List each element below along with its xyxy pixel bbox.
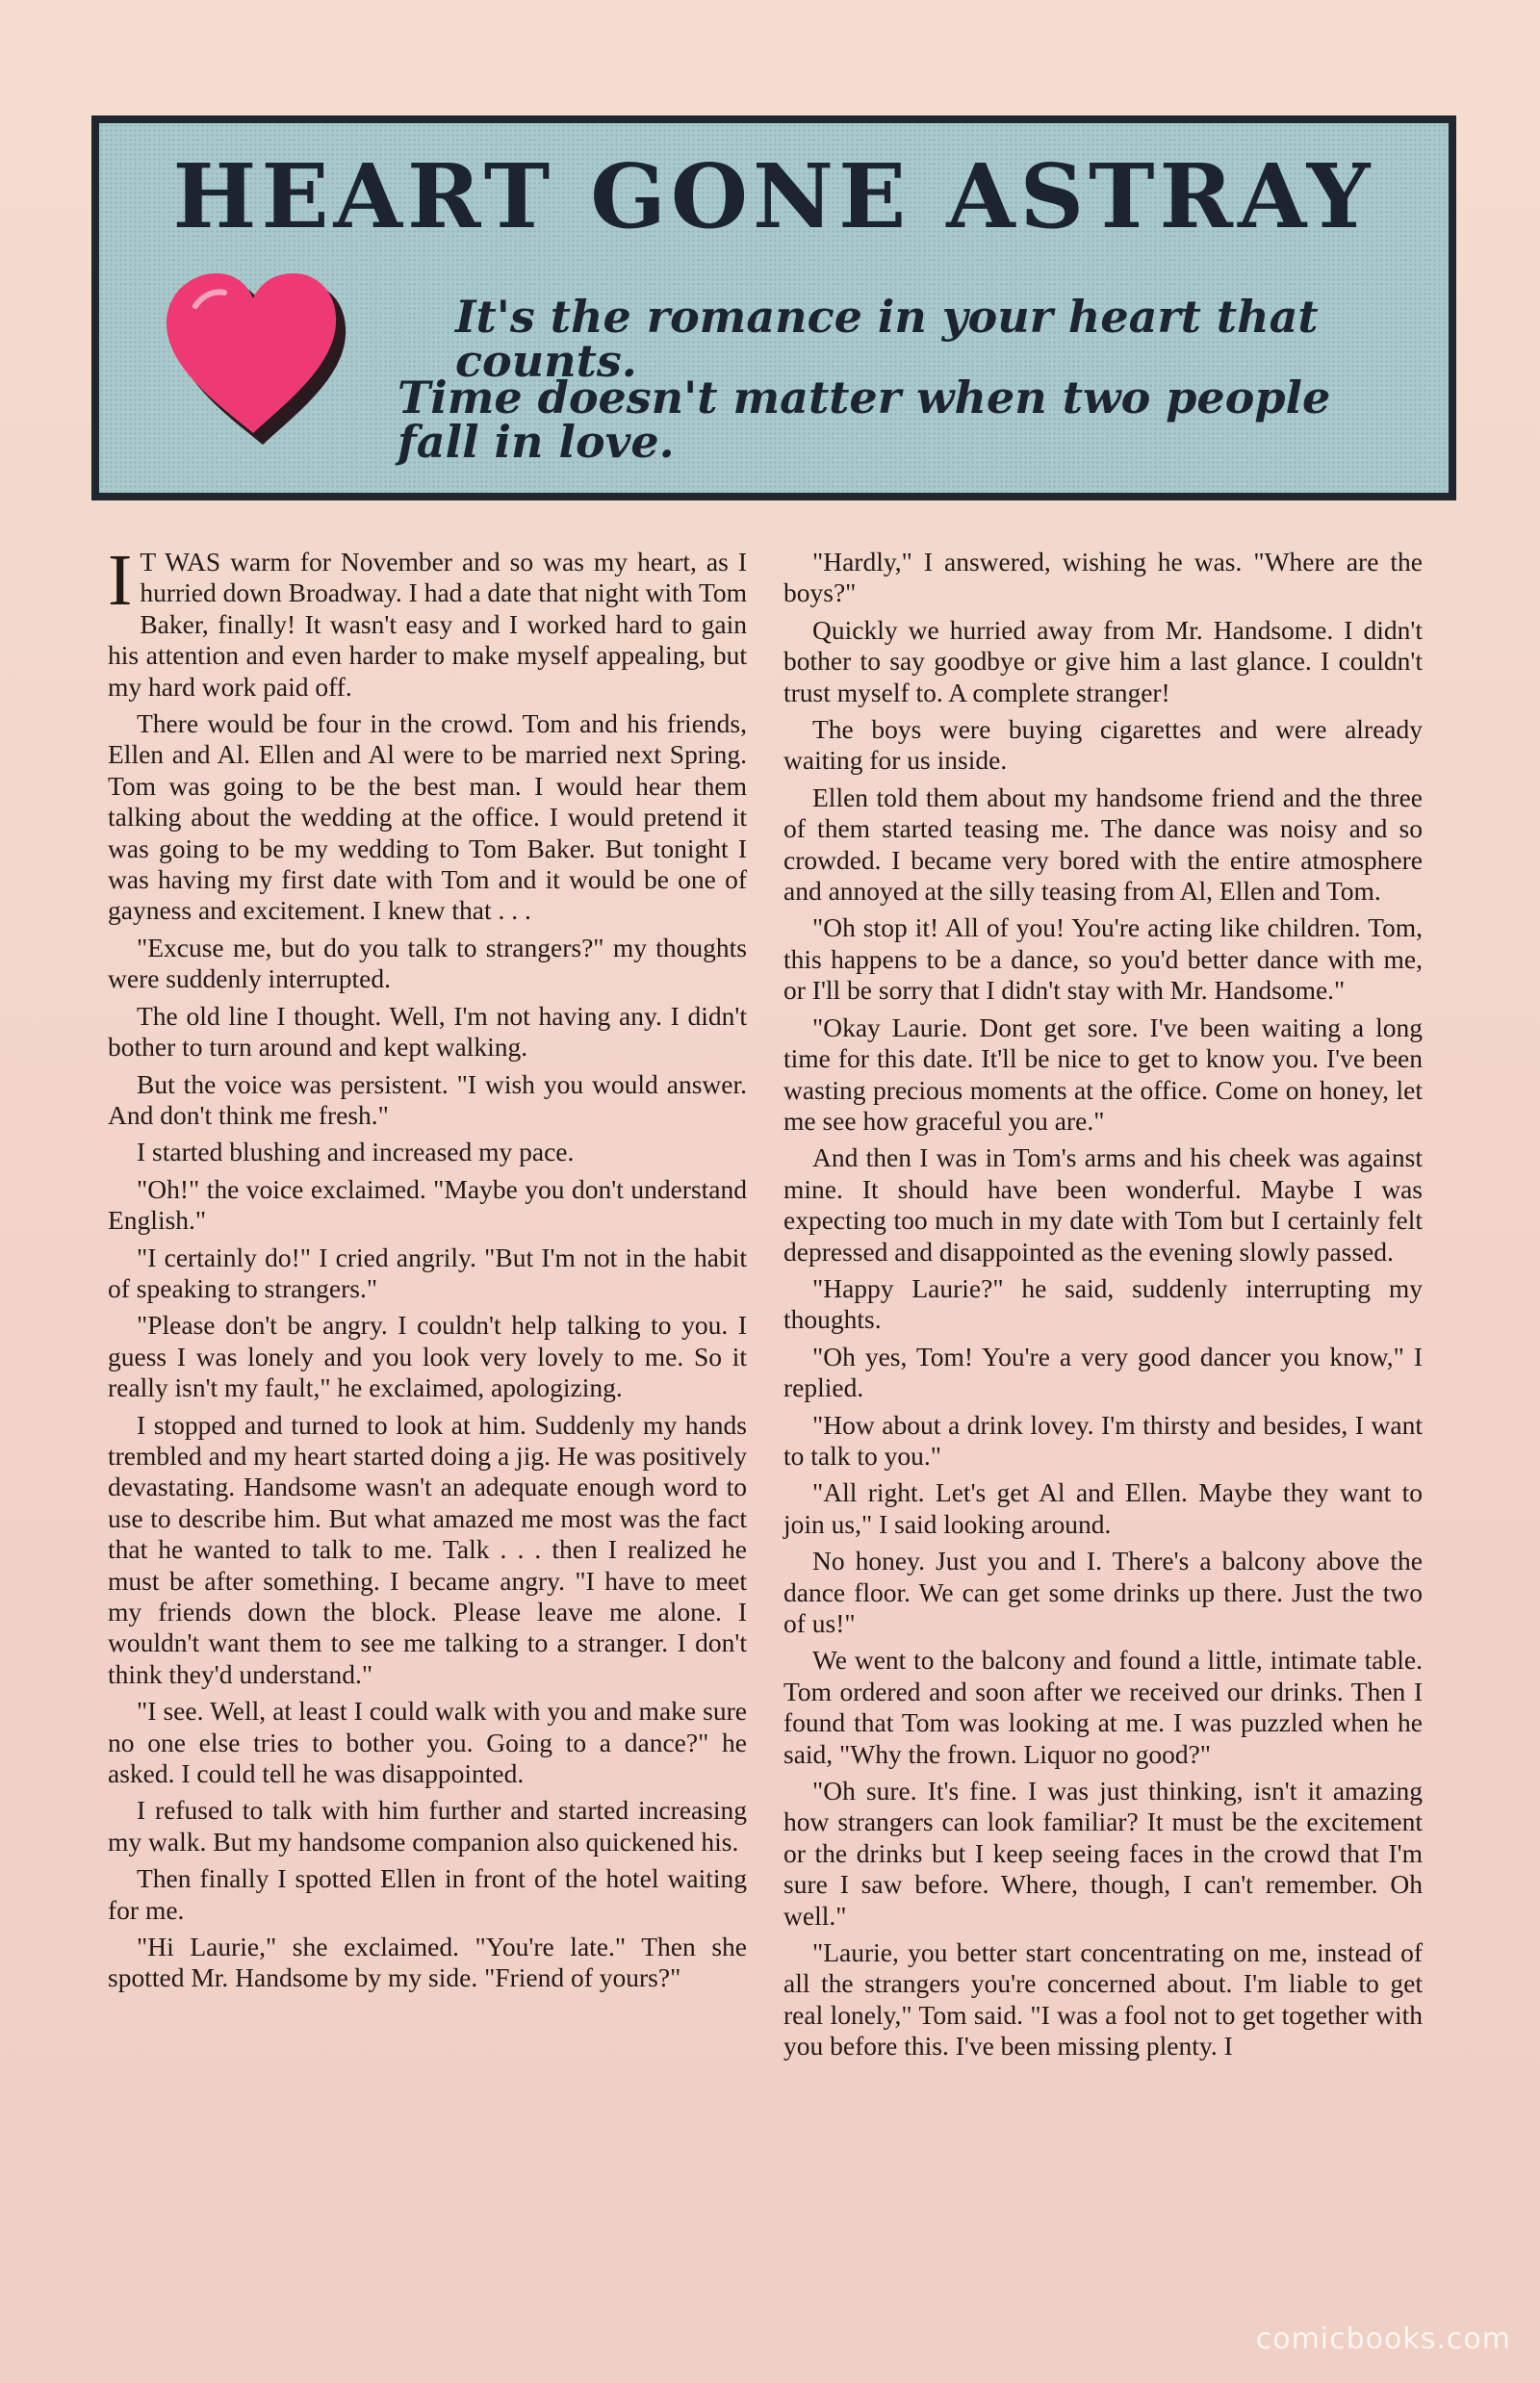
heart-icon: [157, 268, 349, 450]
story-paragraph: "Happy Laurie?" he said, suddenly interrupting my thoughts.: [783, 1272, 1423, 1335]
story-paragraph: The boys were buying cigarettes and were already waiting for us inside.: [783, 714, 1423, 776]
story-paragraph: "Okay Laurie. Dont get sore. I've been waiting a long time for this date. It'll be nice to get to know you. I've been wasting precious moments at the office. Come on honey, let me see how graceful you are.": [783, 1012, 1423, 1136]
story-paragraph: No honey. Just you and I. There's a balcony above the dance floor. We can get some drinks up there. Just the two of us!": [783, 1546, 1423, 1638]
story-paragraph: But the voice was persistent. "I wish you would answer. And don't think me fresh.": [108, 1068, 747, 1130]
story-paragraph: Quickly we hurried away from Mr. Handsome. I didn't bother to say goodbye or give him a last glance. I couldn't trust myself to. A complete stranger!: [783, 614, 1423, 707]
story-paragraph: I refused to talk with him further and started increasing my walk. But my handsome companion also quickened his.: [108, 1795, 747, 1857]
story-column-right: [783, 547, 1423, 2068]
story-paragraph: "Excuse me, but do you talk to strangers?" my thoughts were suddenly interrupted.: [108, 932, 747, 994]
story-paragraph: "Hardly," I answered, wishing he was. "Where are the boys?": [783, 547, 1423, 608]
story-paragraph: "Oh!" the voice exclaimed. "Maybe you don't understand English.": [108, 1173, 747, 1236]
story-paragraph: The old line I thought. Well, I'm not having any. I didn't bother to turn around and kept walking.: [108, 1000, 747, 1063]
story-paragraph: "How about a drink lovey. I'm thirsty and besides, I want to talk to you.": [783, 1409, 1423, 1471]
story-paragraph: "Hi Laurie," she exclaimed. "You're late." Then she spotted Mr. Handsome by my side. "Friend of yours?": [108, 1932, 747, 1993]
story-paragraph: Ellen told them about my handsome friend and the three of them started teasing me. The dance was noisy and so crowded. I became very bored with the entire atmosphere and annoyed at the silly teasing from Al, Ellen and Tom.: [783, 782, 1423, 907]
drop-cap: I: [108, 540, 133, 621]
story-paragraph: We went to the balcony and found a little, intimate table. Tom ordered and soon after we received our drinks. Then I found that Tom was looking at me. I was puzzled when he said, "Why the frown. Liquor no good?": [783, 1645, 1423, 1769]
site-watermark: comicbooks.com: [1255, 2322, 1511, 2356]
story-paragraph: "Oh yes, Tom! You're a very good dancer you know," I replied.: [783, 1341, 1423, 1403]
story-paragraph: I started blushing and increased my pace.: [137, 1137, 575, 1167]
story-paragraph: "I see. Well, at least I could walk with you and make sure no one else tries to bother you. Going to a dance?" he asked. I could tell he was disappointed.: [108, 1696, 747, 1789]
story-paragraph: I T WAS warm for November and so was my heart, as I hurried down Broadway. I had a date that night with Tom Baker, finally! It wasn't easy and I worked hard to gain his attention and even harder to make myself appealing, but my hard work paid off.: [108, 540, 747, 702]
story-paragraph: "I certainly do!" I cried angrily. "But I'm not in the habit of speaking to strangers.": [108, 1242, 747, 1303]
tagline-line-1: It's the romance in your heart that counts.: [455, 291, 1319, 387]
story-paragraph: "Oh sure. It's fine. I was just thinking, isn't it amazing how strangers can look familiar? It must be the excitement or the drinks but I keep seeing faces in the crowd that I'm sure I saw before. Where, though, I can't remember. Oh well.": [783, 1776, 1423, 1931]
story-paragraph: "Please don't be angry. I couldn't help talking to you. I guess I was lonely and you look very lovely to me. So it really isn't my fault," he exclaimed, apologizing.: [108, 1310, 747, 1403]
story-paragraph: I stopped and turned to look at him. Suddenly my hands trembled and my heart started doing a jig. He was positively devastating. Handsome wasn't an adequate enough word to use to describe him. But what amazed me most was the fact that he wanted to talk to me. Talk . . . then I realized he must be after something. I became angry. "I have to meet my friends down the block. Please leave me alone. I wouldn't want them to see me talking to a stranger. I don't think they'd understand.": [108, 1409, 747, 1689]
story-paragraph: "Oh stop it! All of you! You're acting like children. Tom, this happens to be a dance, so you'd better dance with me, or I'll be sorry that I didn't stay with Mr. Handsome.": [783, 912, 1423, 1006]
story-paragraph: And then I was in Tom's arms and his cheek was against mine. It should have been wonderful. Maybe I was expecting too much in my date with Tom but I certainly felt depressed and disappointed as the evening slowly passed.: [783, 1142, 1423, 1267]
story-column-left: [108, 540, 747, 2000]
story-title: HEART GONE ASTRAY: [172, 144, 1375, 248]
story-paragraph: "Laurie, you better start concentrating on me, instead of all the strangers you're concerned about. I'm liable to get real lonely," Tom said. "I was a fool not to get together with you before this. I've been missing plenty. I: [783, 1937, 1423, 2062]
tagline-line-2: Time doesn't matter when two people fall in love.: [398, 372, 1331, 468]
title-panel: [91, 115, 1456, 500]
story-paragraph: Then finally I spotted Ellen in front of the hotel waiting for me.: [108, 1863, 747, 1925]
story-paragraph: There would be four in the crowd. Tom and his friends, Ellen and Al. Ellen and Al were to be married next Spring. Tom was going to be the best man. I would hear them talking about the wedding at the office. I would pretend it was going to be my wedding to Tom Baker. But tonight I was having my first date with Tom and it would be one of gayness and excitement. I knew that . . .: [108, 708, 747, 926]
story-paragraph: "All right. Let's get Al and Ellen. Maybe they want to join us," I said looking around.: [783, 1477, 1423, 1539]
